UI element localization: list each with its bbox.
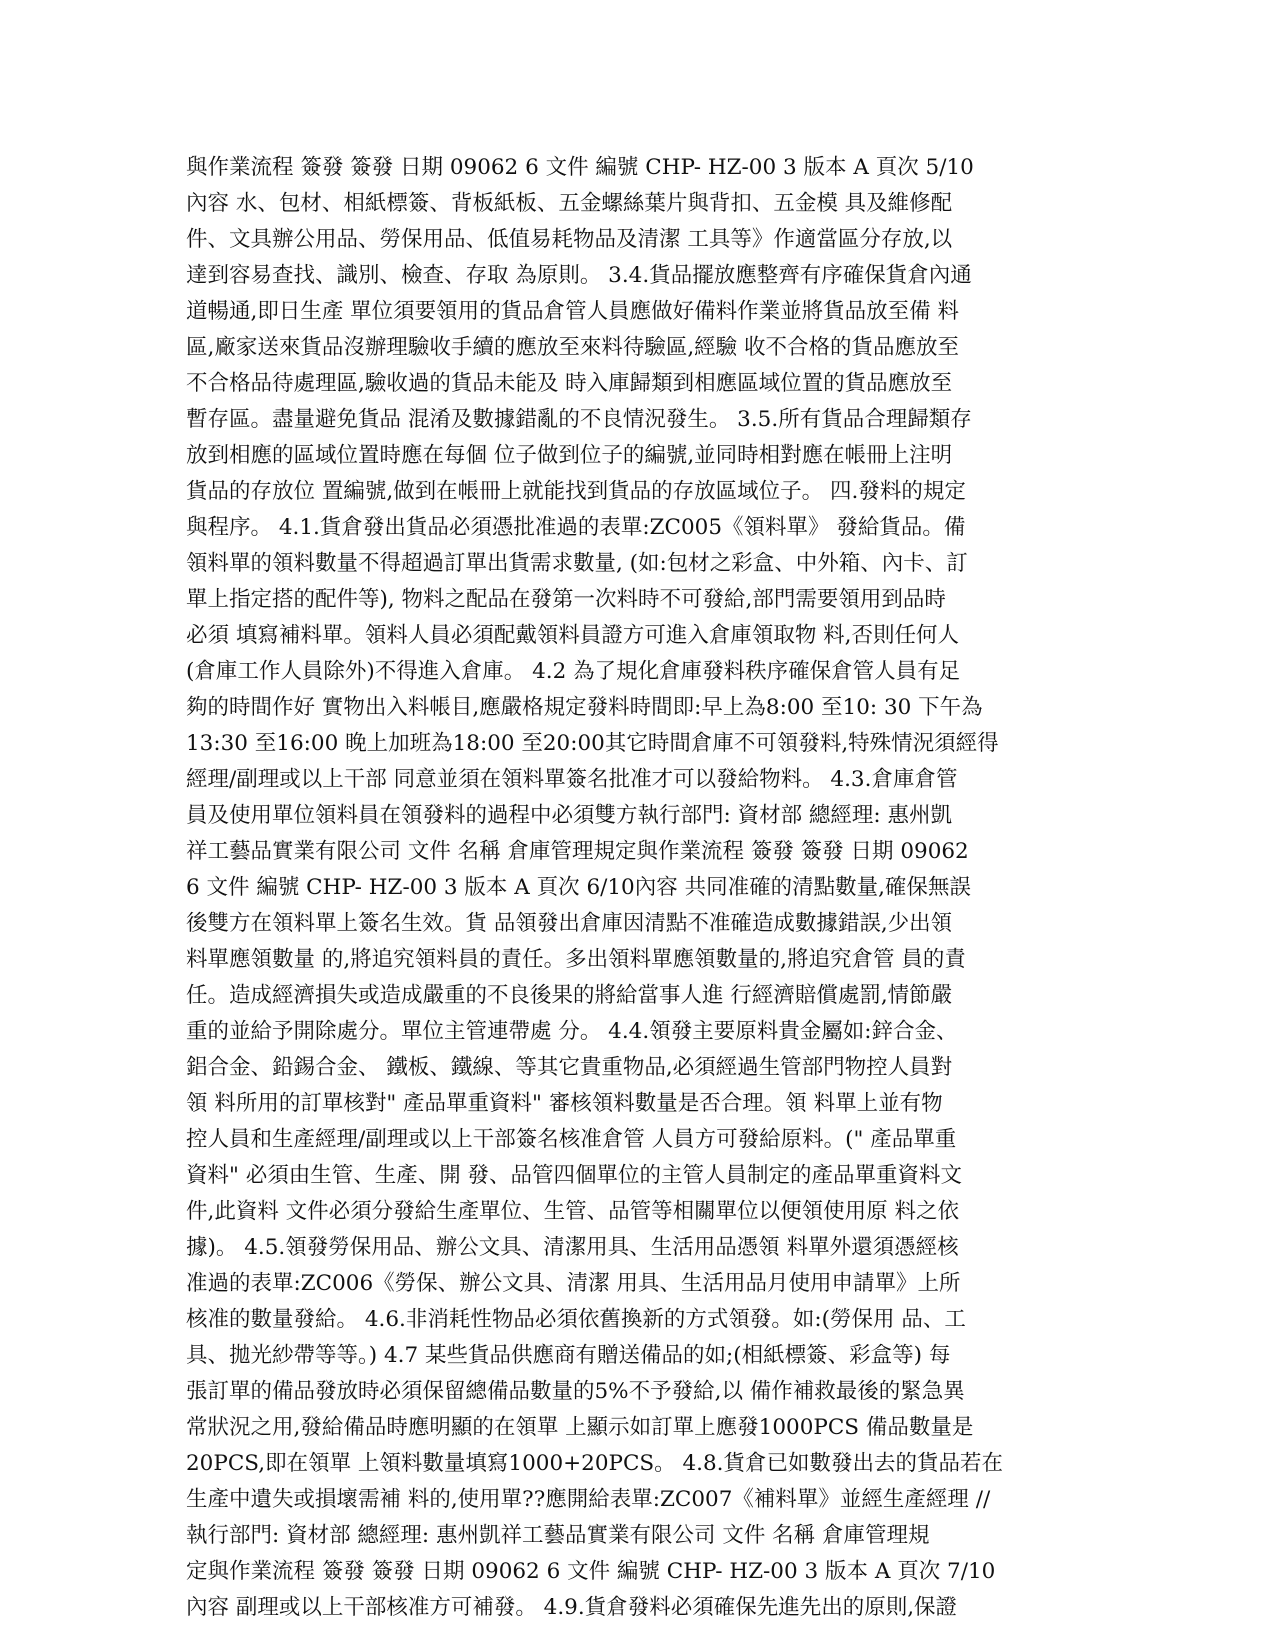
text-line: 核准的數量發給。 4.6.非消耗性物品必須依舊換新的方式領發。如:(勞保用 品、工 [186, 1307, 966, 1332]
text-line: (倉庫工作人員除外)不得進入倉庫。 4.2 為了規化倉庫發料秩序確保倉管人員有足 [186, 659, 961, 684]
text-line: 領料單的領料數量不得超過訂單出貨需求數量, (如:包材之彩盒、中外箱、內卡、訂 [186, 551, 968, 576]
text-line: 單上指定搭的配件等), 物料之配品在發第一次料時不可發給,部門需要領用到品時 [186, 587, 946, 612]
body-text [186, 150, 1091, 1626]
text-line: 區,廠家送來貨品沒辦理驗收手續的應放至來料待驗區,經驗 收不合格的貨品應放至 [186, 335, 960, 360]
text-line: 貨品的存放位 置編號,做到在帳冊上就能找到貨品的存放區域位子。 四.發料的規定 [186, 479, 966, 504]
text-line: 員及使用單位領料員在領發料的過程中必須雙方執行部門: 資材部 總經理: 惠州凱 [186, 803, 952, 828]
text-line: 20PCS,即在領單 上領料數量填寫1000+20PCS。 4.8.貨倉已如數發出去的貨品若在 [186, 1451, 1004, 1476]
text-line: 內容 水、包材、相紙標簽、背板紙板、五金螺絲葉片與背扣、五金模 具及維修配 [186, 191, 953, 216]
text-line: 放到相應的區域位置時應在每個 位子做到位子的編號,並同時相對應在帳冊上注明 [186, 443, 953, 468]
text-line: 與程序。 4.1.貨倉發出貨品必須憑批准過的表單:ZC005《領料單》 發給貨品。備 [186, 515, 966, 540]
text-line: 道暢通,即日生產 單位須要領用的貨品倉管人員應做好備料作業並將貨品放至備 料 [186, 299, 960, 324]
text-line: 料單應領數量 的,將追究領料員的責任。多出領料單應領數量的,將追究倉管 員的責 [186, 947, 966, 972]
text-line: 領 料所用的訂單核對" 產品單重資料" 審核領料數量是否合理。領 料單上並有物 [186, 1091, 943, 1116]
text-line: 件,此資料 文件必須分發給生產單位、生管、品管等相關單位以便領使用原 料之依 [186, 1199, 960, 1224]
text-line: 准過的表單:ZC006《勞保、辦公文具、清潔 用具、生活用品月使用申請單》上所 [186, 1271, 961, 1296]
text-line: 據)。 4.5.領發勞保用品、辦公文具、清潔用具、生活用品憑領 料單外還須憑經核 [186, 1235, 959, 1260]
text-line: 後雙方在領料單上簽名生效。貨 品領發出倉庫因清點不准確造成數據錯誤,少出領 [186, 911, 953, 936]
text-line: 經理/副理或以上干部 同意並須在領料單簽名批准才可以發給物料。 4.3.倉庫倉管 [186, 767, 958, 792]
text-line: 夠的時間作好 實物出入料帳目,應嚴格規定發料時間即:早上為8:00 至10: 30 下午為 [186, 695, 983, 720]
text-line: 張訂單的備品發放時必須保留總備品數量的5%不予發給,以 備作補救最後的緊急異 [186, 1379, 965, 1404]
text-line: 鋁合金、鉛錫合金、 鐵板、鐵線、等其它貴重物品,必須經過生管部門物控人員對 [186, 1055, 953, 1080]
text-line: 13:30 至16:00 晚上加班為18:00 至20:00其它時間倉庫不可領發料,特殊情況須經得 [186, 731, 999, 756]
text-line: 6 文件 編號 CHP- HZ-00 3 版本 A 頁次 6/10內容 共同准確的清點數量,確保無誤 [186, 875, 971, 900]
text-line: 祥工藝品實業有限公司 文件 名稱 倉庫管理規定與作業流程 簽發 簽發 日期 09062 [186, 839, 969, 864]
text-line: 件、文具辦公用品、勞保用品、低值易耗物品及清潔 工具等》作適當區分存放,以 [186, 227, 953, 252]
text-line: 與作業流程 簽發 簽發 日期 09062 6 文件 編號 CHP- HZ-00 3 版本 A 頁次 5/10 [186, 155, 974, 180]
text-line: 定與作業流程 簽發 簽發 日期 09062 6 文件 編號 CHP- HZ-00 3 版本 A 頁次 7/10 [186, 1559, 996, 1584]
text-line: 控人員和生產經理/副理或以上干部簽名核准倉管 人員方可發給原料。(" 產品單重 [186, 1127, 957, 1152]
text-line: 生產中遺失或損壞需補 料的,使用單??應開給表單:ZC007《補料單》並經生產經理 // [186, 1487, 991, 1512]
text-line: 達到容易查找、識別、檢查、存取 為原則。 3.4.貨品擺放應整齊有序確保貨倉內通 [186, 263, 972, 288]
text-line: 不合格品待處理區,驗收過的貨品未能及 時入庫歸類到相應區域位置的貨品應放至 [186, 371, 953, 396]
text-line: 執行部門: 資材部 總經理: 惠州凱祥工藝品實業有限公司 文件 名稱 倉庫管理規 [186, 1523, 930, 1548]
text-line: 內容 副理或以上干部核准方可補發。 4.9.貨倉發料必須確保先進先出的原則,保證 [186, 1595, 958, 1620]
text-line: 資料" 必須由生管、生產、開 發、品管四個單位的主管人員制定的產品單重資料文 [186, 1163, 963, 1188]
text-line: 常狀況之用,發給備品時應明顯的在領單 上顯示如訂單上應發1000PCS 備品數量是 [186, 1415, 974, 1440]
text-line: 重的並給予開除處分。單位主管連帶處 分。 4.4.領發主要原料貴金屬如:鋅合金、 [186, 1019, 958, 1044]
text-line: 具、拋光紗帶等等。) 4.7 某些貨品供應商有贈送備品的如;(相紙標簽、彩盒等) 每 [186, 1343, 951, 1368]
text-line: 任。造成經濟損失或造成嚴重的不良後果的將給當事人進 行經濟賠償處罰,情節嚴 [186, 983, 953, 1008]
text-line: 必須 填寫補料單。領料人員必須配戴領料員證方可進入倉庫領取物 料,否則任何人 [186, 623, 960, 648]
text-line: 暫存區。盡量避免貨品 混淆及數據錯亂的不良情況發生。 3.5.所有貨品合理歸類存 [186, 407, 972, 432]
